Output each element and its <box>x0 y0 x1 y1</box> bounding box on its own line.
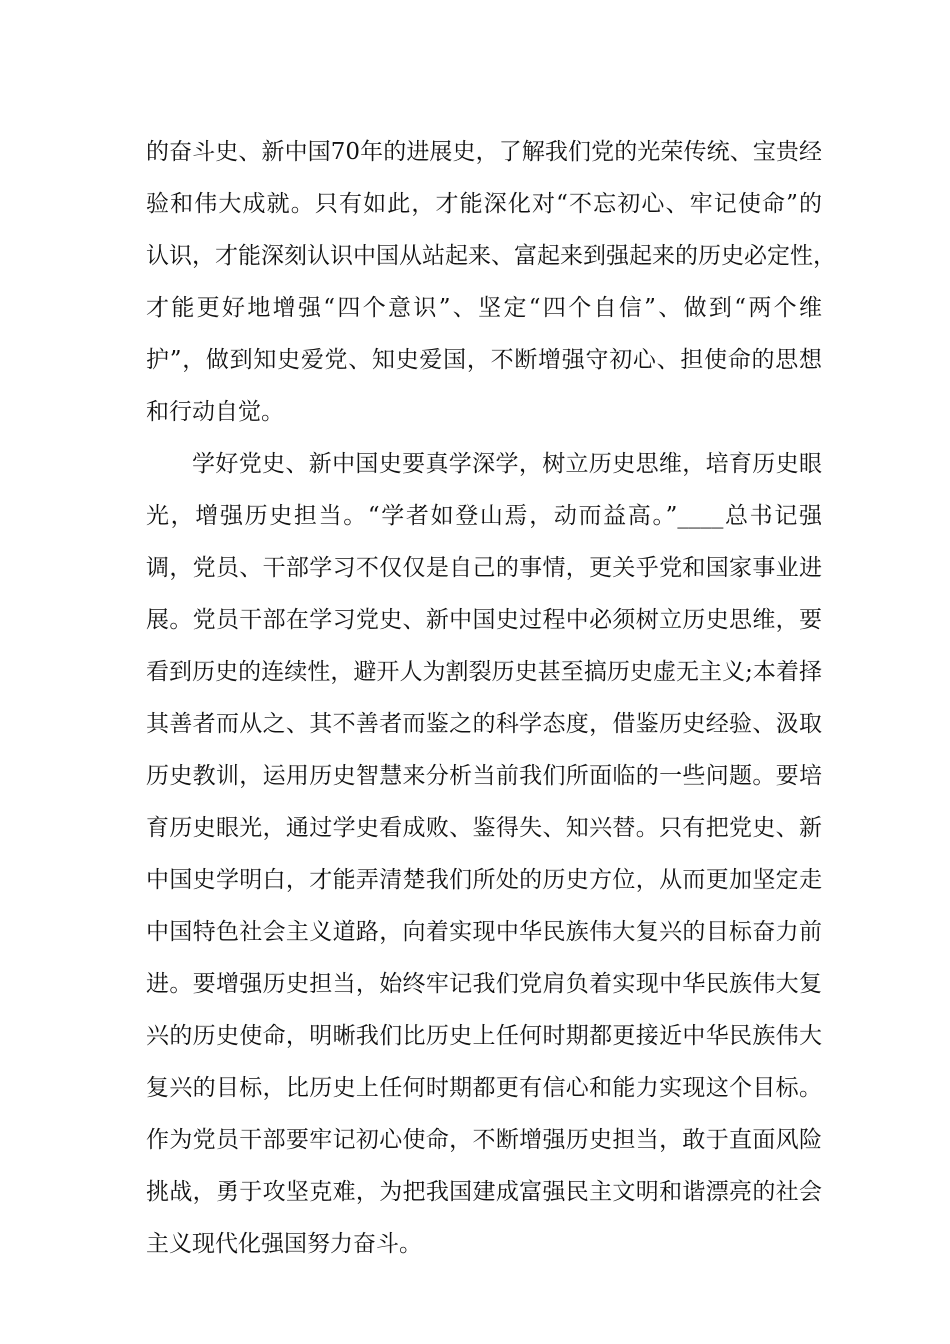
paragraph-line: 学好党史、新中国史要真学深学，树立历史思维，培育历史眼 <box>192 451 822 477</box>
paragraph-line: 调，党员、干部学习不仅仅是自己的事情，更关乎党和国家事业进 <box>146 555 822 581</box>
paragraph-line: 复兴的目标，比历史上任何时期都更有信心和能力实现这个目标。 <box>146 1075 822 1101</box>
paragraph-line: 和行动自觉。 <box>146 399 284 425</box>
paragraph-line: 验和伟大成就。只有如此，才能深化对“不忘初心、牢记使命”的 <box>146 191 822 217</box>
paragraph-line: 历史教训，运用历史智慧来分析当前我们所面临的一些问题。要培 <box>146 763 822 789</box>
document-body <box>146 126 836 1270</box>
paragraph-line: 其善者而从之、其不善者而鉴之的科学态度，借鉴历史经验、汲取 <box>146 711 822 737</box>
paragraph-line: 育历史眼光，通过学史看成败、鉴得失、知兴替。只有把党史、新 <box>146 815 822 841</box>
paragraph-line: 挑战，勇于攻坚克难，为把我国建成富强民主文明和谐漂亮的社会 <box>146 1179 822 1205</box>
paragraph-line: 作为党员干部要牢记初心使命，不断增强历史担当，敢于直面风险 <box>146 1127 822 1153</box>
paragraph-line: 看到历史的连续性，避开人为割裂历史甚至搞历史虚无主义;本着择 <box>146 659 822 685</box>
paragraph-1 <box>146 126 836 438</box>
paragraph-line: 的奋斗史、新中国70年的进展史，了解我们党的光荣传统、宝贵经 <box>146 139 822 165</box>
paragraph-line: 进。要增强历史担当，始终牢记我们党肩负着实现中华民族伟大复 <box>146 971 822 997</box>
paragraph-line: 光，增强历史担当。“学者如登山焉，动而益高。”____总书记强 <box>146 503 822 529</box>
paragraph-line: 兴的历史使命，明晰我们比历史上任何时期都更接近中华民族伟大 <box>146 1023 822 1049</box>
paragraph-2 <box>146 438 822 1270</box>
paragraph-line: 才能更好地增强“四个意识”、坚定“四个自信”、做到“两个维 <box>146 295 822 321</box>
paragraph-line: 中国史学明白，才能弄清楚我们所处的历史方位，从而更加坚定走 <box>146 867 822 893</box>
paragraph-line: 中国特色社会主义道路，向着实现中华民族伟大复兴的目标奋力前 <box>146 919 822 945</box>
paragraph-line: 主义现代化强国努力奋斗。 <box>146 1231 422 1257</box>
paragraph-line: 展。党员干部在学习党史、新中国史过程中必须树立历史思维，要 <box>146 607 822 633</box>
paragraph-line: 护”，做到知史爱党、知史爱国，不断增强守初心、担使命的思想 <box>146 347 822 373</box>
paragraph-line: 认识，才能深刻认识中国从站起来、富起来到强起来的历史必定性， <box>146 243 836 269</box>
